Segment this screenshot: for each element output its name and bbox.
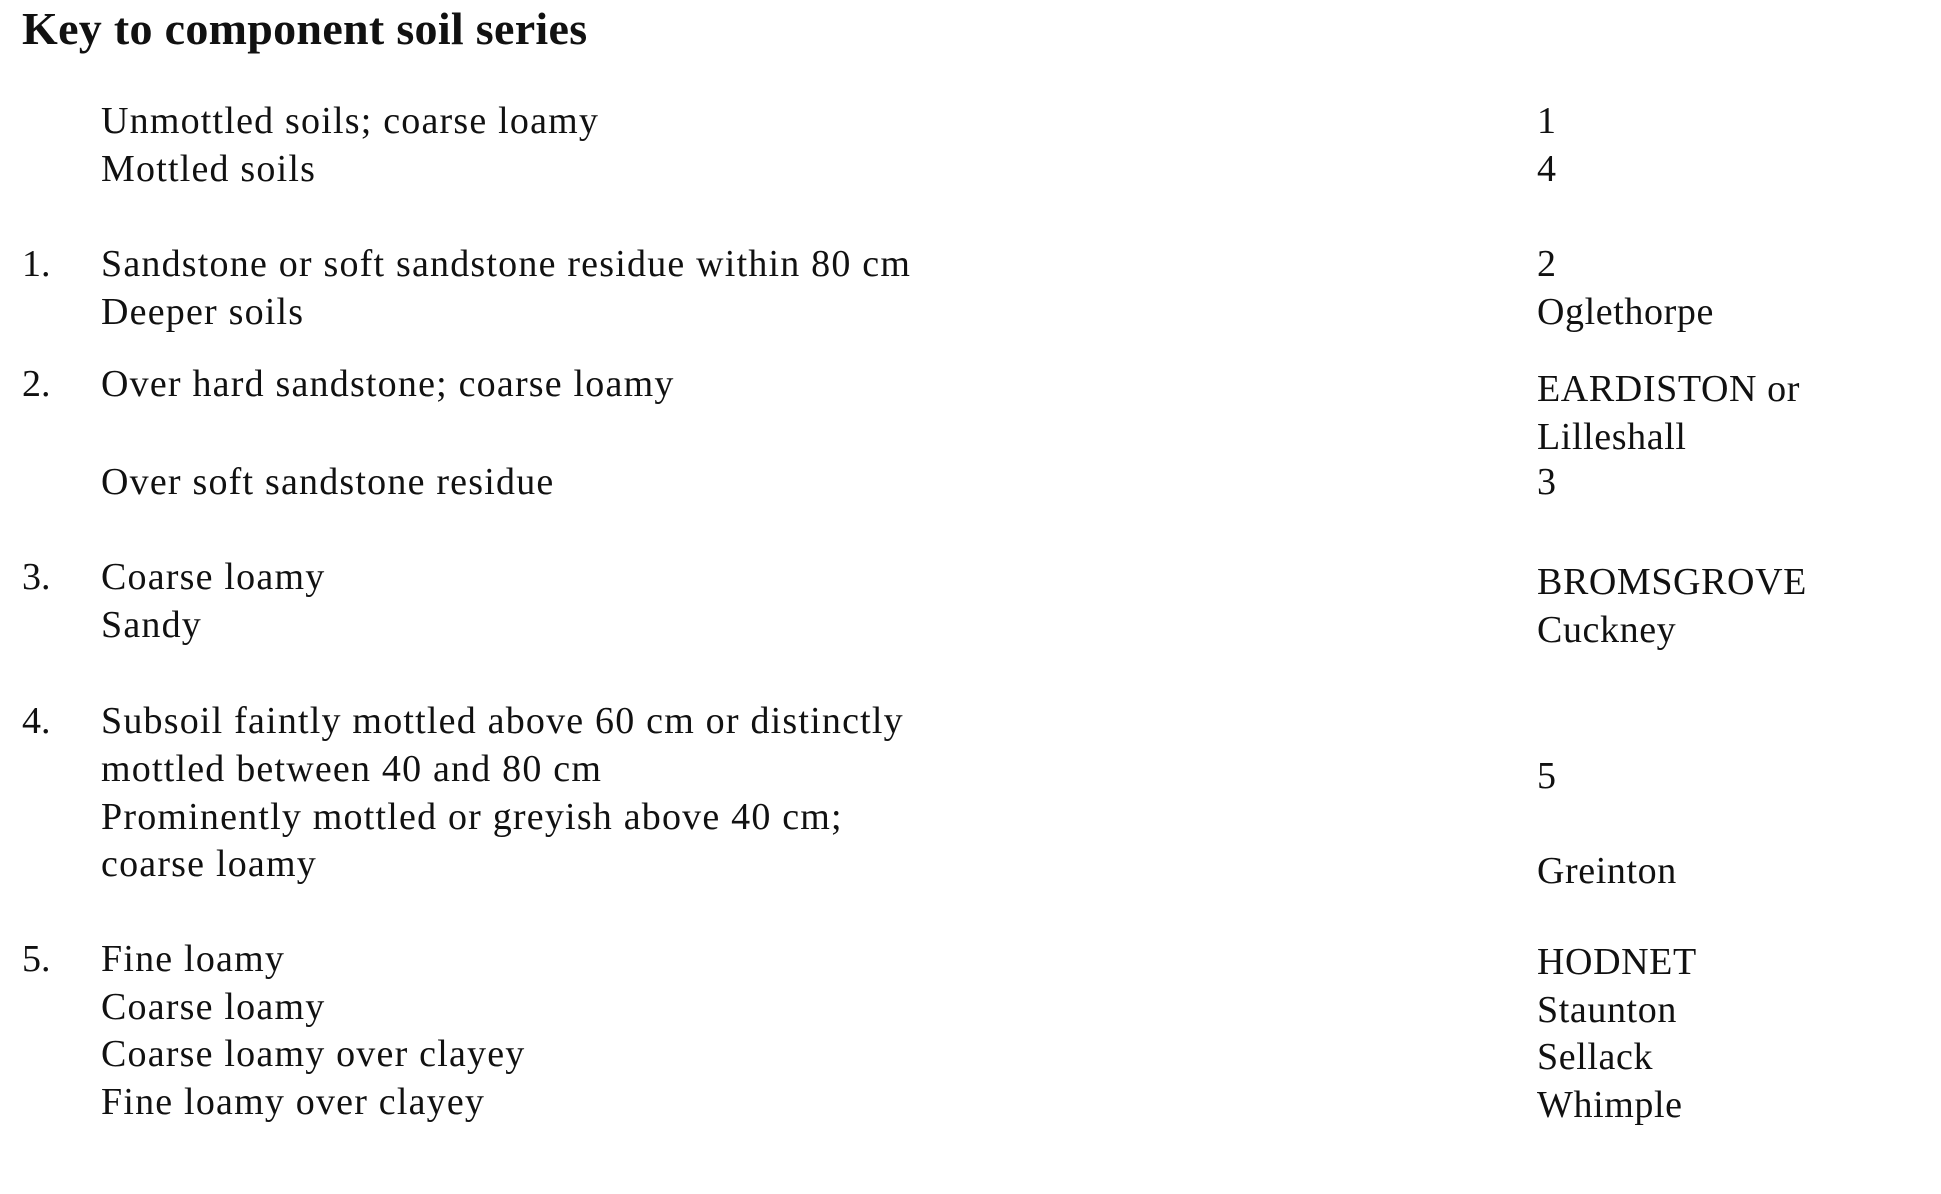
- soil-description: Unmottled soils; coarse loamy: [101, 100, 600, 142]
- key-row: [0, 840, 1941, 892]
- soil-result: Greinton: [1537, 850, 1677, 892]
- soil-description: Deeper soils: [101, 291, 305, 333]
- step-number: 3.: [22, 556, 51, 598]
- soil-result: 1: [1537, 100, 1557, 142]
- soil-description: Fine loamy over clayey: [101, 1081, 486, 1123]
- soil-result: EARDISTON or: [1537, 368, 1800, 410]
- soil-description: mottled between 40 and 80 cm: [101, 748, 603, 790]
- soil-result: BROMSGROVE: [1537, 561, 1807, 603]
- soil-result: HODNET: [1537, 941, 1697, 983]
- key-row: [0, 360, 1941, 408]
- soil-description: Coarse loamy over clayey: [101, 1033, 526, 1075]
- soil-result: Sellack: [1537, 1036, 1654, 1078]
- key-row: [0, 553, 1941, 601]
- key-row: [0, 1030, 1941, 1078]
- soil-description: Sandy: [101, 604, 202, 646]
- step-number: 4.: [22, 700, 51, 742]
- key-row: [0, 935, 1941, 983]
- soil-description: Subsoil faintly mottled above 60 cm or distinctly: [101, 700, 904, 742]
- soil-description: coarse loamy: [101, 843, 317, 885]
- soil-description: Over hard sandstone; coarse loamy: [101, 363, 675, 405]
- key-row: [0, 458, 1941, 506]
- soil-result: 2: [1537, 243, 1557, 285]
- step-number: 2.: [22, 363, 51, 405]
- step-number: 1.: [22, 243, 51, 285]
- key-row: [0, 697, 1941, 745]
- soil-description: Coarse loamy: [101, 556, 326, 598]
- soil-result: 4: [1537, 148, 1557, 190]
- soil-result: Lilleshall: [1537, 416, 1687, 458]
- soil-result: Whimple: [1537, 1084, 1683, 1126]
- key-row: [0, 145, 1941, 193]
- key-row: [0, 1078, 1941, 1126]
- soil-result: Cuckney: [1537, 609, 1677, 651]
- key-row: [0, 983, 1941, 1031]
- key-row: [0, 745, 1941, 797]
- soil-result: 5: [1537, 755, 1557, 797]
- soil-description: Mottled soils: [101, 148, 317, 190]
- page-title: Key to component soil series: [22, 3, 588, 54]
- key-row: [0, 793, 1941, 841]
- soil-result: Oglethorpe: [1537, 291, 1714, 333]
- key-row: [0, 288, 1941, 336]
- soil-description: Coarse loamy: [101, 986, 326, 1028]
- soil-description: Fine loamy: [101, 938, 286, 980]
- key-row: [0, 97, 1941, 145]
- step-number: 5.: [22, 938, 51, 980]
- soil-description: Over soft sandstone residue: [101, 461, 555, 503]
- soil-result: 3: [1537, 461, 1557, 503]
- soil-result: Staunton: [1537, 989, 1677, 1031]
- soil-description: Sandstone or soft sandstone residue within 80 cm: [101, 243, 912, 285]
- soil-description: Prominently mottled or greyish above 40 cm;: [101, 796, 843, 838]
- key-row: [0, 413, 1941, 461]
- key-row: [0, 601, 1941, 649]
- key-row: [0, 240, 1941, 288]
